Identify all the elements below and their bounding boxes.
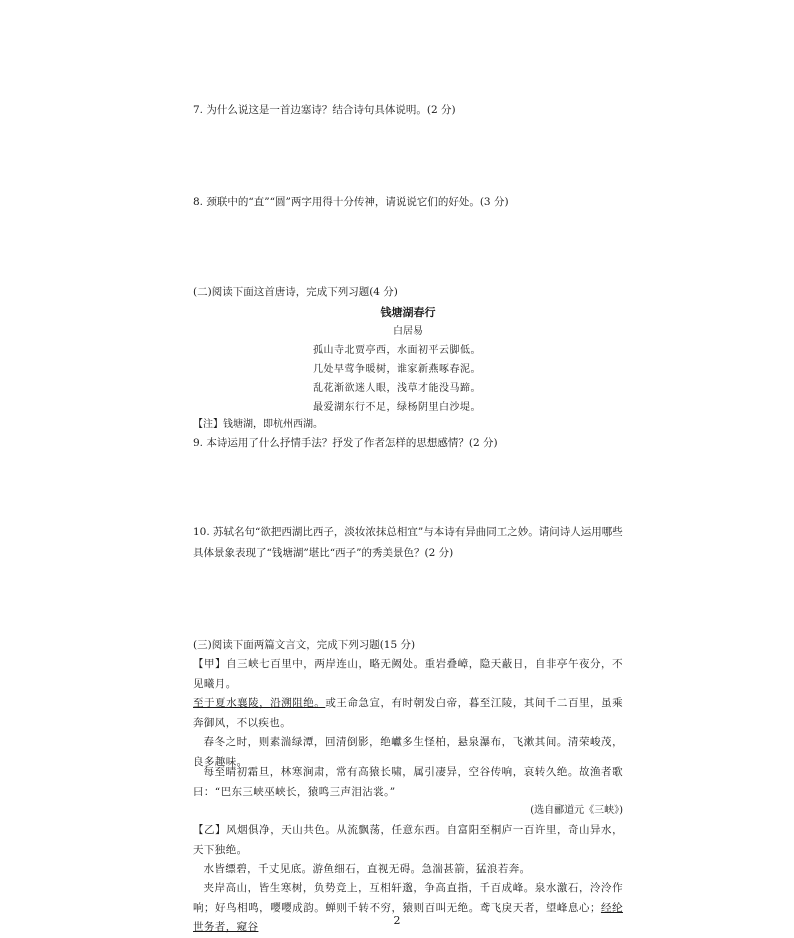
passage-yi-paragraph-3-text: 夹岸高山，皆生寒树，负势竞上，互相轩邈，争高直指，千百成峰。泉水激石，泠泠作响；好鸟相鸣，嘤嘤成韵。蝉则千转不穷，猿则百叫无绝。鸢飞戾天者，望峰息心； — [193, 882, 623, 914]
passage-jia-paragraph-1: 【甲】自三峡七百里中，两岸连山，略无阙处。重岩叠嶂，隐天蔽日，自非亭午夜分，不见曦月。 — [193, 658, 623, 690]
passage-jia-source: (选自郦道元《三峡》) — [530, 805, 623, 816]
poem-line-1: 孤山寺北贾亭西，水面初平云脚低。 — [313, 345, 481, 356]
question-10: 10. 苏轼名句“欲把西湖比西子，淡妆浓抹总相宜”与本诗有异曲同工之妙。请问诗人运用哪些具体景象表现了“钱塘湖”堪比“西子”的秀美景色？(2 分) — [193, 526, 623, 559]
poem-line-2: 几处早莺争暖树，谁家新燕啄春泥。 — [313, 364, 481, 375]
passage-yi-paragraph-2: 水皆缥碧，千丈见底。游鱼细石，直视无碍。急湍甚箭，猛浪若奔。 — [203, 863, 531, 875]
passage-jia-paragraph-2-rest: 或王命急宣，有时朝发白帝，暮至江陵，其间千二百里，虽乘奔御风，不以疾也。 — [193, 697, 623, 729]
page-number: 2 — [393, 914, 401, 927]
passage-jia-paragraph-4: 每至晴初霜旦，林寒涧肃，常有高猿长啸，属引凄异，空谷传响，哀转久绝。故渔者歌曰：“巴东三峡巫峡长，猿鸣三声泪沾裳。” — [193, 766, 623, 798]
poem-body — [313, 341, 633, 417]
passage-yi-paragraph-1: 【乙】风烟俱净，天山共色。从流飘荡，任意东西。自富阳至桐庐一百许里，奇山异水，天下独绝。 — [193, 824, 623, 856]
passage-yi-paragraph-3 — [193, 879, 623, 938]
question-8: 8. 颈联中的“直”“圆”两字用得十分传神，请说说它们的好处。(3 分) — [193, 196, 509, 208]
passage-jia-paragraph-3: 春冬之时，则素湍绿潭，回清倒影，绝巘多生怪柏，悬泉瀑布，飞漱其间。清荣峻茂，良多趣味。 — [193, 736, 623, 768]
poem-title: 钱塘湖春行 — [380, 306, 436, 319]
poem-line-3: 乱花渐欲迷人眼，浅草才能没马蹄。 — [313, 383, 481, 394]
poem-author: 白居易 — [393, 326, 423, 337]
poem-note: 【注】钱塘湖，即杭州西湖。 — [193, 419, 323, 430]
question-7: 7. 为什么说这是一首边塞诗？结合诗句具体说明。(2 分) — [193, 104, 456, 116]
section-3-heading: (三)阅读下面两篇文言文，完成下列习题(15 分) — [193, 639, 416, 651]
underlined-sentence: 至于夏水襄陵，沿溯阻绝。 — [193, 697, 326, 709]
underlined-phrase: 经纶世务者，窥谷 — [193, 901, 623, 933]
section-2-heading: (二)阅读下面这首唐诗，完成下列习题(4 分) — [193, 286, 398, 298]
passage-jia-paragraph-2 — [193, 694, 623, 733]
question-9: 9. 本诗运用了什么抒情手法？抒发了作者怎样的思想感情？(2 分) — [193, 437, 498, 449]
poem-line-4: 最爱湖东行不足，绿杨阴里白沙堤。 — [313, 402, 481, 413]
